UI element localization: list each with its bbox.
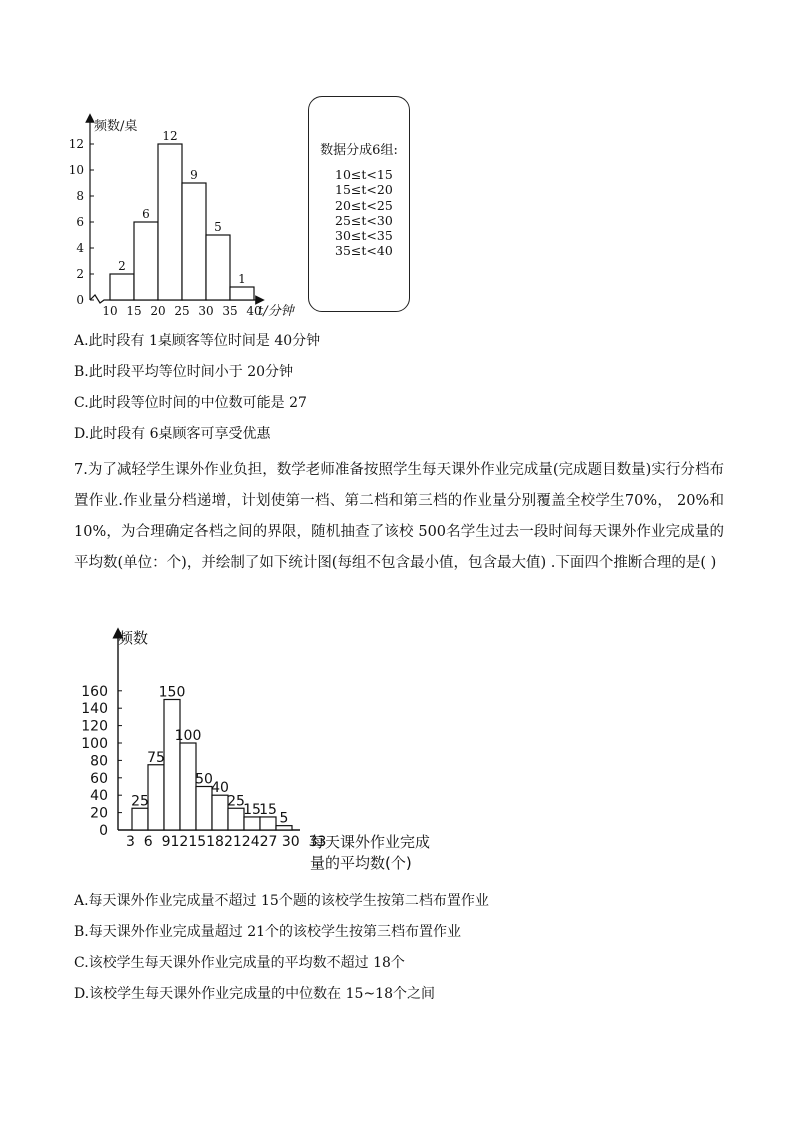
groups-box-list [335, 167, 393, 259]
chart2-bar-value-label: 50 [195, 771, 213, 788]
chart1-y-tick-label: 0 [76, 293, 84, 307]
chart1-y-tick-label: 6 [76, 215, 84, 229]
chart2-y-tick-label: 120 [81, 718, 108, 735]
chart1-y-tick-label: 12 [68, 137, 84, 151]
chart1-x-tick-label: 25 [174, 304, 190, 318]
q7-option-a: A.每天课外作业完成量不超过 15个题的该校学生按第二档布置作业 [74, 893, 489, 909]
chart1-bar [182, 183, 206, 300]
chart2-xlabel-line2: 量的平均数(个) [310, 854, 412, 872]
homework-histogram [81, 625, 468, 875]
chart1-bar-value-label: 9 [190, 168, 198, 182]
group-item: 15≤t<20 [335, 182, 393, 198]
q6-option-a: A.此时段有 1桌顾客等位时间是 40分钟 [74, 333, 321, 349]
q7-option-c: C.该校学生每天课外作业完成量的平均数不超过 18个 [74, 955, 405, 971]
chart1-bar-value-label: 1 [238, 272, 246, 286]
chart2-bar [132, 808, 148, 830]
chart2-y-tick-label: 0 [99, 823, 108, 839]
chart2-ylabel: 频数 [118, 629, 149, 647]
groups-info-box [308, 96, 410, 312]
q6-option-c: C.此时段等位时间的中位数可能是 27 [74, 395, 307, 411]
chart1-y-tick-label: 10 [68, 163, 84, 177]
chart2-bar [228, 808, 244, 830]
wait-time-histogram [70, 110, 300, 320]
chart2-y-tick-label: 140 [81, 701, 108, 718]
group-item: 20≤t<25 [335, 197, 393, 213]
chart2-y-tick-label: 20 [90, 805, 108, 822]
chart2-xlabel-line1: 每天课外作业完成 [310, 833, 431, 851]
chart2-bar-value-label: 15 [259, 801, 277, 818]
chart2-y-tick-label: 40 [90, 788, 108, 805]
chart1-bar-value-label: 2 [118, 259, 126, 273]
chart2-y-tick-label: 160 [81, 683, 108, 700]
chart2-bar [244, 817, 260, 830]
q7-option-b: B.每天课外作业完成量超过 21个的该校学生按第三档布置作业 [74, 924, 462, 940]
chart2-bar-value-label: 40 [211, 780, 229, 797]
chart1-y-tick-label: 2 [76, 267, 84, 281]
chart1-bar [230, 287, 254, 300]
chart1-ylabel: 频数/桌 [94, 119, 138, 134]
chart2-bar [196, 787, 212, 831]
q6-option-b: B.此时段平均等位时间小于 20分钟 [74, 364, 294, 380]
chart2-bar-value-label: 15 [243, 801, 261, 818]
chart2-y-tick-label: 60 [90, 770, 108, 787]
chart2-bar [212, 795, 228, 830]
chart1-y-tick-label: 4 [76, 241, 84, 255]
chart2-y-tick-label: 100 [81, 736, 108, 752]
chart1-bar [158, 144, 182, 300]
chart1-xlabel: t/分钟 [258, 304, 294, 319]
chart1-x-tick-label: 10 [102, 304, 118, 318]
chart1-x-tick-label: 40 [246, 304, 262, 318]
chart2-bar-value-label: 25 [131, 793, 149, 810]
chart1-bar-value-label: 12 [162, 129, 178, 143]
chart1-bar-value-label: 6 [142, 207, 150, 221]
q7-stem: 7.为了减轻学生课外作业负担，数学老师准备按照学生每天课外作业完成量(完成题目数量)实行分档布置作业.作业量分档递增，计划使第一档、第二档和第三档的作业量分别覆盖全校学生70%， 20%和10%，为合理确定各档之间的界限，随机抽查了该校 500名学生过去一段时间每天课外作业完成量的平均数(单位：个)，并绘制了如下统计图(每组不包含最小值，包含最大值) .下面四个推断合理的是( ) [74, 462, 724, 571]
chart1-x-tick-label: 20 [150, 304, 166, 318]
group-item: 35≤t<40 [335, 243, 393, 259]
chart1-x-tick-label: 15 [126, 304, 142, 318]
chart2-bar [164, 700, 180, 831]
chart2-bar-value-label: 75 [147, 749, 165, 766]
group-item: 25≤t<30 [335, 212, 393, 228]
chart1-y-tick-label: 8 [76, 189, 84, 203]
chart2-bar-value-label: 25 [227, 793, 245, 810]
chart2-y-tick-label: 80 [90, 753, 108, 770]
q7-option-d: D.该校学生每天课外作业完成量的中位数在 15~18个之间 [74, 986, 435, 1002]
chart1-x-tick-label: 30 [198, 304, 214, 318]
chart2-bar-value-label: 5 [279, 810, 289, 827]
chart1-x-tick-label: 35 [222, 304, 238, 318]
chart2-bar [260, 817, 276, 830]
chart1-bar [206, 235, 230, 300]
chart2-x-tick-labels: 3 6 9121518212427 30 33 [126, 834, 327, 850]
group-item: 10≤t<15 [335, 167, 393, 182]
chart2-bar-value-label: 150 [158, 684, 186, 701]
chart1-bar-value-label: 5 [214, 220, 222, 234]
groups-box-title: 数据分成6组: [320, 143, 398, 158]
chart2-bar [180, 743, 196, 830]
chart1-bar [110, 274, 134, 300]
group-item: 30≤t<35 [335, 228, 393, 244]
chart2-bar-value-label: 100 [174, 728, 202, 744]
chart1-bar [134, 222, 158, 300]
chart2-bar [148, 765, 164, 830]
q6-option-d: D.此时段有 6桌顾客可享受优惠 [74, 426, 271, 442]
